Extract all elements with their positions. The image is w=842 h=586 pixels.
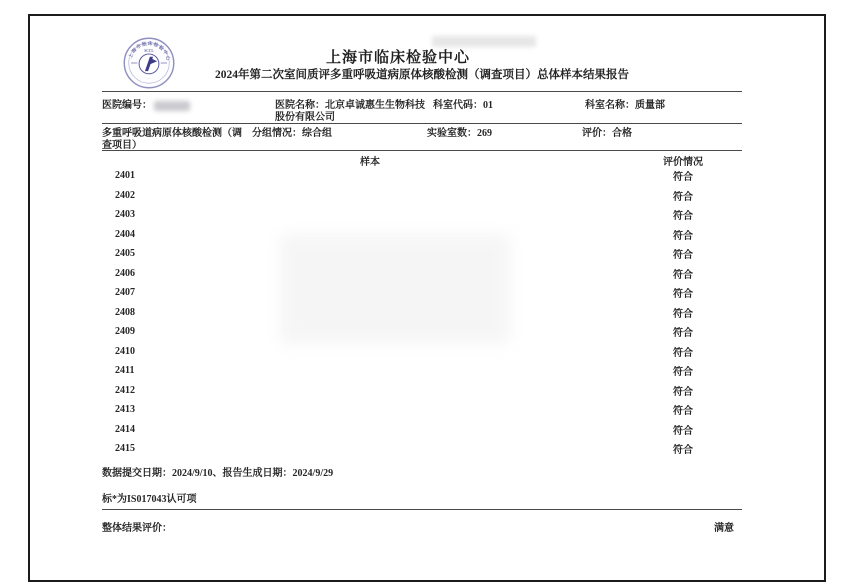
- svg-text:上海市临床检验中心: 上海市临床检验中心: [128, 41, 171, 62]
- group-value: 综合组: [302, 128, 332, 139]
- project-name-cell: 多重呼吸道病原体核酸检测（调查项目）: [102, 128, 242, 151]
- group-cell: [252, 128, 427, 151]
- table-row: [102, 225, 742, 245]
- sample-evaluation: 符合: [673, 328, 693, 340]
- sample-id: 2401: [115, 170, 135, 182]
- sample-evaluation: 符合: [673, 289, 693, 301]
- sample-evaluation: 符合: [673, 230, 693, 242]
- overall-result-row: [102, 519, 742, 534]
- dept-name-cell: [585, 100, 742, 123]
- sample-id: 2411: [115, 365, 135, 377]
- evaluation-cell: [582, 128, 742, 151]
- divider: [102, 509, 742, 510]
- report-title: 上海市临床检验中心: [325, 50, 470, 66]
- report-dates-line: 数据提交日期：2024/9/10、报告生成日期：2024/9/29: [102, 468, 334, 479]
- project-info-row: [102, 128, 742, 151]
- sample-id: 2405: [115, 248, 135, 260]
- sample-evaluation: 符合: [673, 269, 693, 281]
- divider: [102, 150, 742, 151]
- evaluation-column-header: 评价情况: [663, 157, 703, 168]
- sample-evaluation: 符合: [673, 191, 693, 203]
- sample-id: 2413: [115, 404, 135, 416]
- divider: [102, 123, 742, 124]
- table-row: [102, 322, 742, 342]
- sample-evaluation: 符合: [673, 367, 693, 379]
- table-row: [102, 342, 742, 362]
- overall-result-label: 整体结果评价：: [102, 523, 172, 534]
- sample-evaluation: 符合: [673, 445, 693, 457]
- overall-result-value: 满意: [714, 523, 734, 534]
- table-row: [102, 420, 742, 440]
- redacted-hospital-id: [154, 101, 190, 111]
- report-subtitle: 2024年第二次室间质评多重呼吸道病原体核酸检测（调查项目）总体样本结果报告: [215, 69, 629, 81]
- sample-evaluation: 符合: [673, 308, 693, 320]
- table-row: [102, 400, 742, 420]
- sample-evaluation: 符合: [673, 250, 693, 262]
- divider: [102, 91, 742, 92]
- hospital-name-cell: [275, 100, 433, 123]
- sample-evaluation: 符合: [673, 406, 693, 418]
- sample-id: 2403: [115, 209, 135, 221]
- hospital-name-label: 医院名称：: [275, 100, 325, 111]
- sample-column-header: 样本: [360, 157, 380, 168]
- sample-evaluation: 符合: [673, 347, 693, 359]
- table-row: [102, 166, 742, 186]
- svg-text:SCCL: SCCL: [144, 49, 154, 54]
- table-row: [102, 361, 742, 381]
- svg-text:····: ····: [146, 77, 152, 82]
- sample-table-body: [102, 166, 742, 459]
- table-row: [102, 244, 742, 264]
- lab-count-value: 269: [477, 128, 492, 139]
- group-label: 分组情况：: [252, 128, 302, 139]
- sample-id: 2414: [115, 423, 135, 435]
- dept-code-cell: [433, 100, 585, 123]
- dept-name-value: 质量部: [635, 100, 665, 111]
- table-row: [102, 186, 742, 206]
- table-row: [102, 303, 742, 323]
- lab-count-label: 实验室数：: [427, 128, 477, 139]
- sample-id: 2402: [115, 189, 135, 201]
- sample-evaluation: 符合: [673, 425, 693, 437]
- table-row: [102, 205, 742, 225]
- table-row: [102, 439, 742, 459]
- table-row: [102, 381, 742, 401]
- hospital-name-value: 北京卓诚惠生生物科技股份有限公司: [275, 100, 425, 123]
- evaluation-value: 合格: [612, 128, 632, 139]
- sample-id: 2415: [115, 443, 135, 455]
- dept-code-value: 01: [483, 100, 493, 111]
- sample-id: 2409: [115, 326, 135, 338]
- hospital-info-row: [102, 100, 742, 123]
- dept-code-label: 科室代码：: [433, 100, 483, 111]
- dept-name-label: 科室名称：: [585, 100, 635, 111]
- sample-id: 2407: [115, 287, 135, 299]
- table-row: [102, 283, 742, 303]
- sample-id: 2412: [115, 384, 135, 396]
- sample-id: 2410: [115, 345, 135, 357]
- evaluation-label: 评价：: [582, 128, 612, 139]
- sample-evaluation: 符合: [673, 172, 693, 184]
- sample-evaluation: 符合: [673, 386, 693, 398]
- sample-id: 2406: [115, 267, 135, 279]
- hospital-id-label: 医院编号：: [102, 100, 152, 111]
- table-row: [102, 264, 742, 284]
- lab-count-cell: [427, 128, 582, 151]
- iso-accreditation-note: 标*为IS017043认可项: [102, 494, 197, 505]
- sample-id: 2408: [115, 306, 135, 318]
- sample-id: 2404: [115, 228, 135, 240]
- report-page: [28, 14, 826, 582]
- sample-evaluation: 符合: [673, 211, 693, 223]
